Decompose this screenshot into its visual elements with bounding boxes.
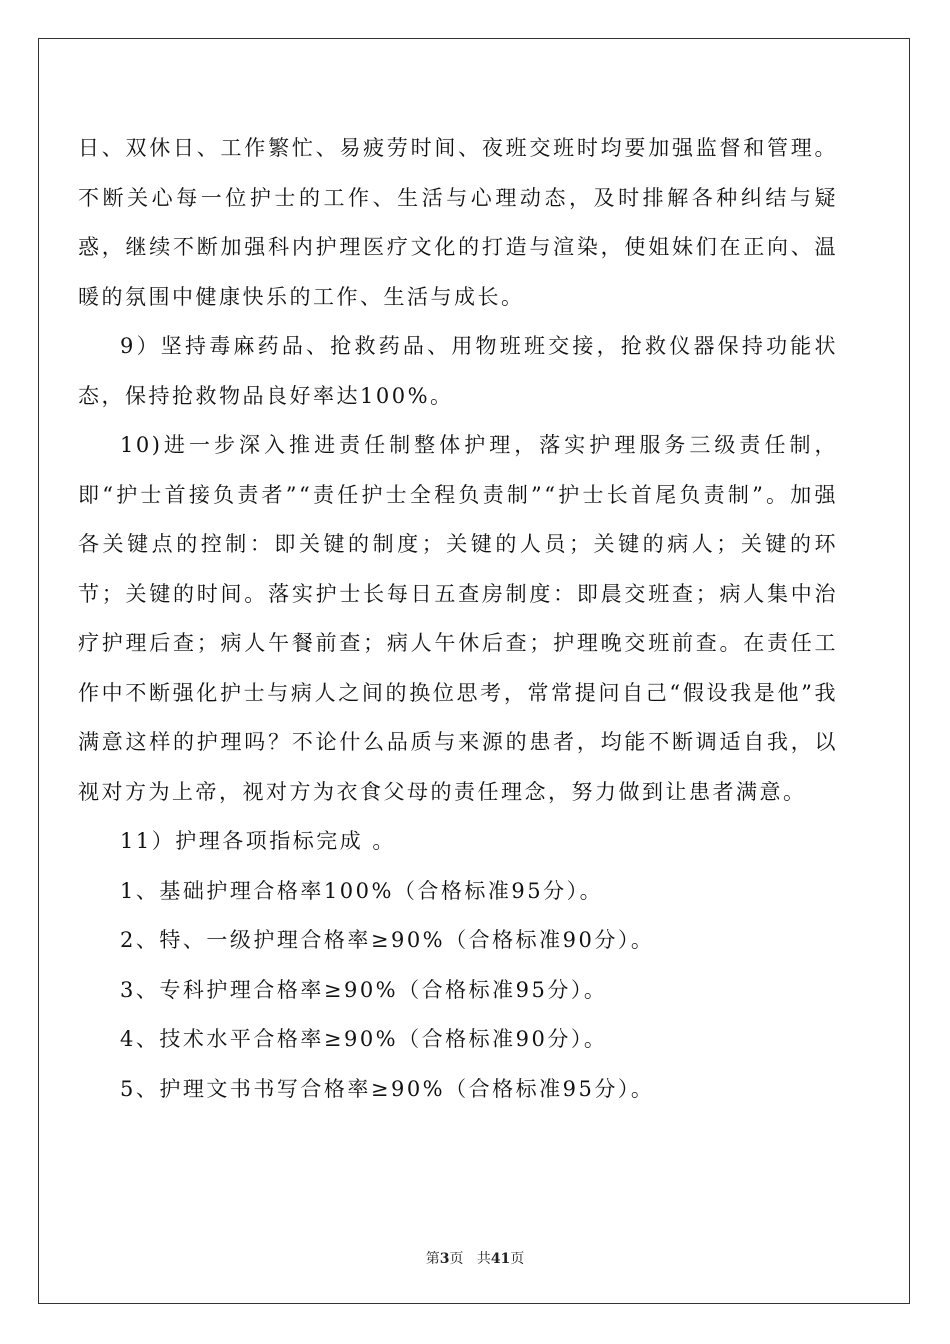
document-body xyxy=(78,124,838,1114)
footer-page-suffix: 页 xyxy=(449,1251,464,1267)
footer-total-pages: 41 xyxy=(490,1251,511,1267)
footer-total-suffix: 页 xyxy=(510,1251,525,1267)
paragraph-item-10: 10)进一步深入推进责任制整体护理，落实护理服务三级责任制，即“护士首接负责者”“责任护士全程负责制”“护士长首尾负责制”。加强各关键点的控制：即关键的制度；关键的人员；关键的病人；关键的环节；关键的时间。落实护士长每日五查房制度：即晨交班查；病人集中治疗护理后查；病人午餐前查；病人午休后查；护理晚交班前查。在责任工作中不断强化护士与病人之间的换位思考，常常提问自己“假设我是他”我满意这样的护理吗？不论什么品质与来源的患者，均能不断调适自我，以视对方为上帝，视对方为衣食父母的责任理念，努力做到让患者满意。 xyxy=(78,433,838,804)
footer-page-prefix: 第 xyxy=(425,1251,440,1267)
paragraph-continuation: 日、双休日、工作繁忙、易疲劳时间、夜班交班时均要加强监督和管理。不断关心每一位护士的工作、生活与心理动态，及时排解各种纠结与疑惑，继续不断加强科内护理医疗文化的打造与渲染，使姐妹们在正向、温暖的氛围中健康快乐的工作、生活与成长。 xyxy=(78,136,838,309)
indicator-line-1: 1、基础护理合格率100%（合格标准95分）。 xyxy=(120,878,604,903)
indicator-line-4: 4、技术水平合格率≥90%（合格标准90分）。 xyxy=(120,1027,608,1051)
indicator-line-2: 2、特、一级护理合格率≥90%（合格标准90分）。 xyxy=(120,928,655,952)
page-footer xyxy=(0,1248,950,1268)
footer-page-number: 3 xyxy=(439,1251,450,1267)
footer-total-prefix: 共 xyxy=(476,1251,491,1267)
indicator-line-5: 5、护理文书书写合格率≥90%（合格标准95分）。 xyxy=(120,1076,655,1101)
indicator-line-3: 3、专科护理合格率≥90%（合格标准95分）。 xyxy=(120,977,608,1002)
paragraph-item-11: 11）护理各项指标完成 。 xyxy=(120,829,396,853)
paragraph-item-9: 9）坚持毒麻药品、抢救药品、用物班班交接，抢救仪器保持功能状态，保持抢救物品良好率达100%。 xyxy=(78,334,838,408)
